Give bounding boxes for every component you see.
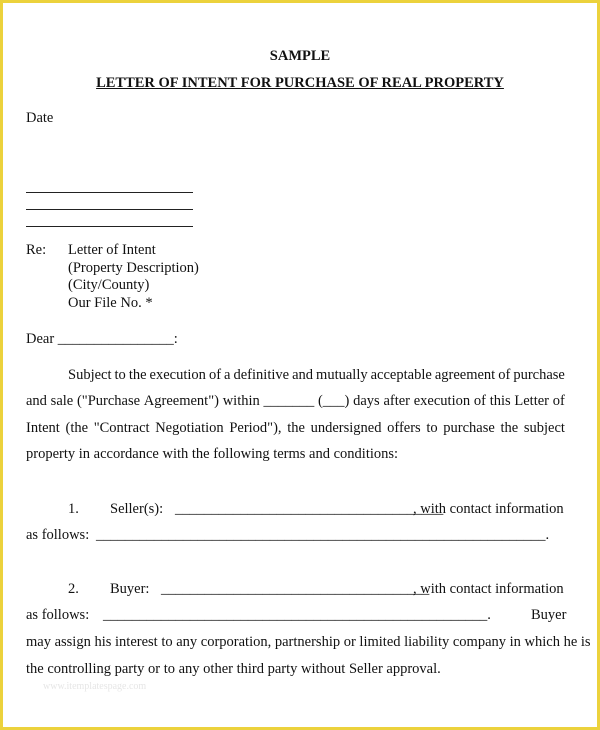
paragraph-word: to: [426, 420, 438, 436]
paragraph-word: the: [287, 420, 305, 436]
paragraph-word: mutually: [316, 367, 368, 383]
item-number: 2.: [68, 581, 79, 597]
paragraph-word: Period"),: [229, 420, 282, 436]
paragraph-word: execution: [149, 367, 206, 383]
paragraph-line: [26, 419, 565, 437]
paragraph-word: _______: [263, 393, 315, 409]
watermark: www.itemplatespage.com: [43, 681, 147, 692]
paragraph-word: ("Purchase: [76, 393, 141, 409]
buyer-followup-tail: Buyer: [531, 607, 567, 623]
paragraph-word: of: [473, 393, 486, 409]
address-line-1: [26, 192, 193, 193]
paragraph-word: execution: [413, 393, 471, 409]
paragraph-word: days: [353, 393, 380, 409]
document-title: LETTER OF INTENT FOR PURCHASE OF REAL PROPERTY: [96, 75, 504, 91]
re-line: Our File No. *: [68, 295, 153, 311]
paragraph-word: Subject: [68, 367, 112, 383]
paragraph-word: Intent: [26, 420, 60, 436]
paragraph-word: the: [128, 367, 147, 383]
seller-blank: _____________________________________: [175, 501, 444, 517]
paragraph-word: of: [208, 367, 222, 383]
seller-contact-suffix: , with contact information: [413, 501, 564, 517]
paragraph-word: purchase: [513, 367, 565, 383]
paragraph-word: Negotiation: [155, 420, 224, 436]
re-line: (City/County): [68, 277, 150, 293]
address-line-2: [26, 209, 193, 210]
paragraph-word: sale: [50, 393, 74, 409]
paragraph-line: property in accordance with the following terms and conditions:: [26, 446, 399, 462]
re-line: (Property Description): [68, 260, 199, 276]
paragraph-word: offers: [387, 420, 421, 436]
salutation: Dear ________________:: [26, 331, 178, 347]
paragraph-word: (the: [65, 420, 89, 436]
buyer-assign-line: may assign his interest to any corporation, partnership or limited liability company in which he is: [26, 634, 591, 650]
paragraph-word: acceptable: [370, 367, 432, 383]
paragraph-word: a: [224, 367, 231, 383]
address-line-3: [26, 226, 193, 227]
document-page: [3, 3, 597, 727]
paragraph-word: (___): [317, 393, 350, 409]
paragraph-word: after: [383, 393, 411, 409]
paragraph-word: "Contract: [93, 420, 150, 436]
paragraph-word: Letter: [514, 393, 549, 409]
date-label: Date: [26, 110, 54, 126]
re-line: Letter of Intent: [68, 242, 156, 258]
buyer-label: Buyer:: [110, 581, 150, 597]
buyer-followup-blank: _____________________________________________________.: [103, 607, 491, 623]
paragraph-word: and: [26, 393, 47, 409]
buyer-followup-label: as follows:: [26, 607, 90, 623]
item-number: 1.: [68, 501, 79, 517]
paragraph-word: subject: [523, 420, 565, 436]
paragraph-word: this: [489, 393, 511, 409]
paragraph-word: the: [500, 420, 519, 436]
buyer-assign-line: the controlling party or to any other third party without Seller approval.: [26, 661, 441, 677]
paragraph-word: agreement: [434, 367, 496, 383]
sample-heading: SAMPLE: [269, 48, 331, 64]
paragraph-line: [68, 366, 565, 384]
buyer-contact-suffix: , with contact information: [413, 581, 564, 597]
paragraph-word: of: [498, 367, 511, 383]
paragraph-word: within: [222, 393, 260, 409]
paragraph-word: Agreement"): [143, 393, 219, 409]
paragraph-word: of: [552, 393, 565, 409]
paragraph-line: [26, 392, 565, 410]
paragraph-word: to: [114, 367, 126, 383]
seller-label: Seller(s):: [110, 501, 164, 517]
buyer-blank: _____________________________________: [161, 581, 430, 597]
re-label: Re:: [26, 242, 47, 258]
seller-followup-blank: ______________________________________________________________.: [96, 527, 550, 543]
paragraph-word: definitive: [233, 367, 290, 383]
paragraph-word: purchase: [443, 420, 495, 436]
seller-followup-label: as follows:: [26, 527, 90, 543]
paragraph-word: undersigned: [310, 420, 382, 436]
paragraph-word: and: [292, 367, 314, 383]
